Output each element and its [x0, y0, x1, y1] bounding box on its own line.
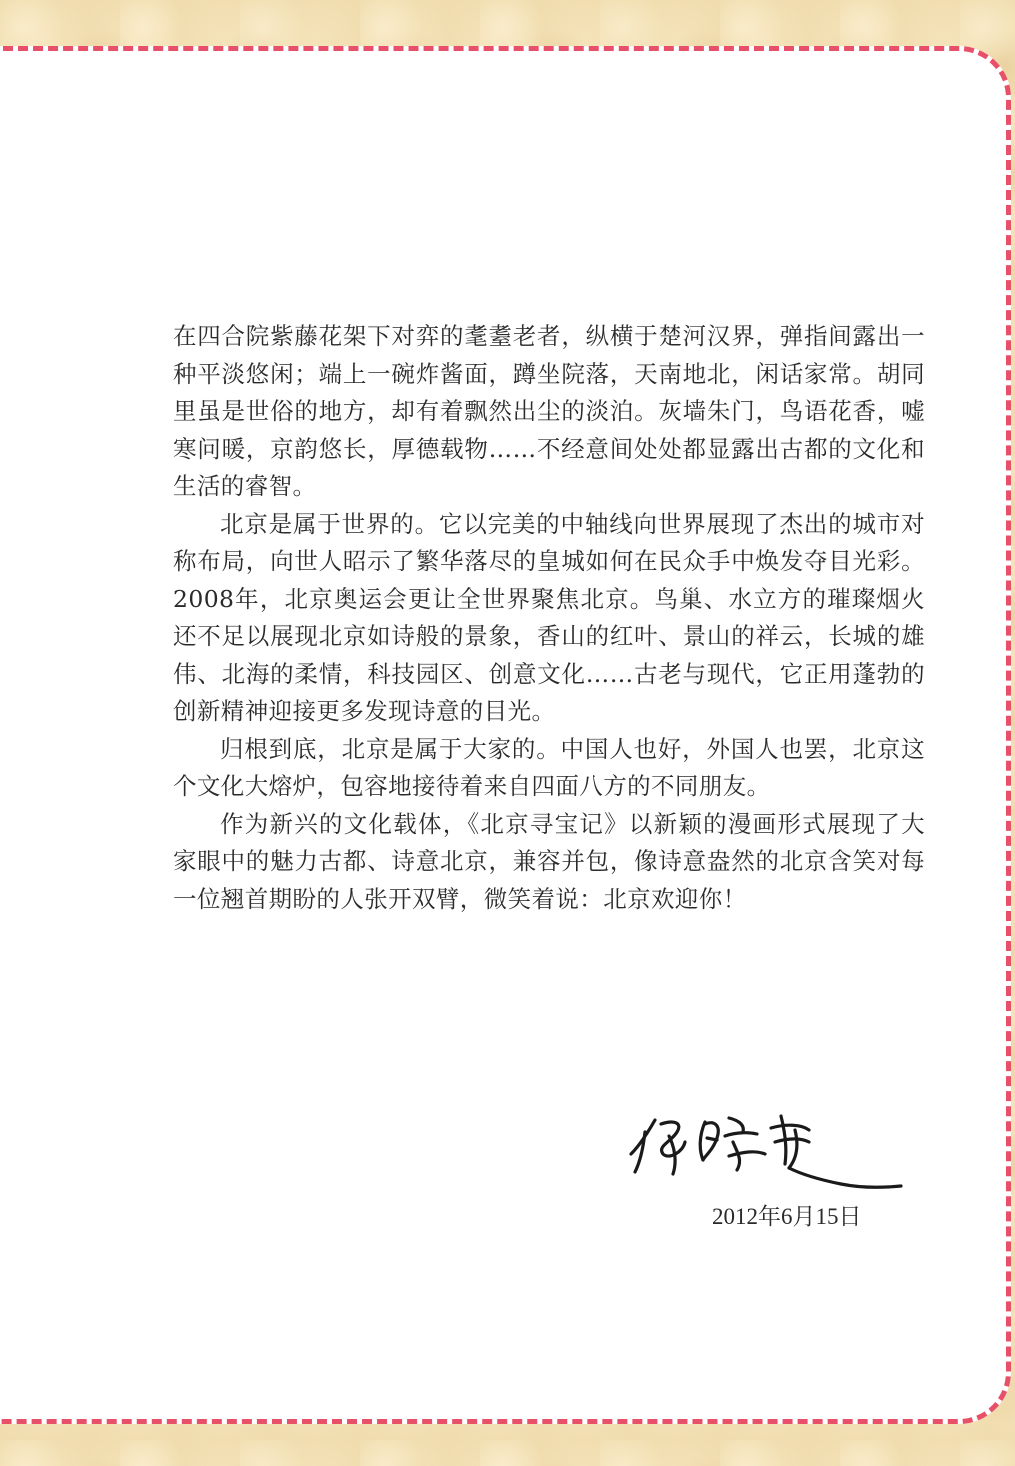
paragraph-4: 作为新兴的文化载体，《北京寻宝记》以新颖的漫画形式展现了大家眼中的魅力古都、诗意北京，兼容并包，像诗意盎然的北京含笑对每一位翘首期盼的人张开双臂，微笑着说：北京欢迎你！ — [173, 809, 925, 913]
paragraph-1: 在四合院紫藤花架下对弈的耄耋老者，纵横于楚河汉界，弹指间露出一种平淡悠闲；端上一碗炸酱面，蹲坐院落，天南地北，闲话家常。胡同里虽是世俗的地方，却有着飘然出尘的淡泊。灰墙朱门，鸟语花香，嘘寒问暖，京韵悠长，厚德载物……不经意间处处都显露出古都的文化和生活的睿智。 — [173, 322, 925, 500]
preface-body — [173, 318, 925, 918]
signing-date: 2012年6月15日 — [712, 1204, 862, 1229]
handwritten-signature — [625, 1102, 905, 1197]
paragraph-3: 归根到底，北京是属于大家的。中国人也好，外国人也罢，北京这个文化大熔炉，包容地接待着来自四面八方的不同朋友。 — [173, 734, 925, 800]
paragraph-2: 北京是属于世界的。它以完美的中轴线向世界展现了杰出的城市对称布局，向世人昭示了繁华落尽的皇城如何在民众手中焕发夺目光彩。2008年，北京奥运会更让全世界聚焦北京。鸟巢、水立方的璀璨烟火还不足以展现北京如诗般的景象，香山的红叶、景山的祥云，长城的雄伟、北海的柔情，科技园区、创意文化……古老与现代，它正用蓬勃的创新精神迎接更多发现诗意的目光。 — [173, 509, 925, 725]
